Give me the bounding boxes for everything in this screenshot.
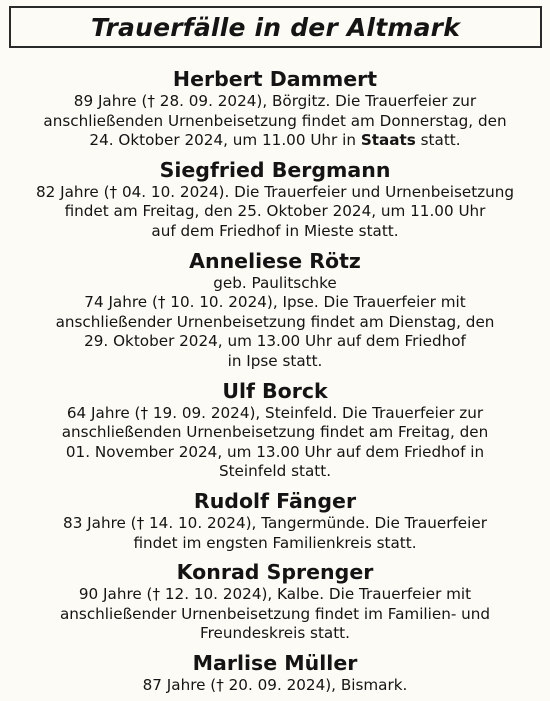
obituary-text-line: 64 Jahre († 19. 09. 2024), Steinfeld. Die Trauerfeier zur — [66, 403, 484, 422]
obituary-text-line: 87 Jahre († 20. 09. 2024), Bismark. — [142, 675, 408, 694]
obituary-text-line: findet im engsten Familienkreis statt. — [133, 533, 417, 552]
obituary-text-line: anschließender Urnenbeisetzung findet im Familien- und — [59, 604, 491, 623]
obituary-entry — [0, 248, 550, 372]
obituary-entry — [0, 157, 550, 242]
obituary-text-line: 29. Oktober 2024, um 13.00 Uhr auf dem Friedhof — [84, 332, 466, 351]
text-segment: 24. Oktober 2024, um 11.00 Uhr in — [89, 131, 361, 150]
obituary-text-line: auf dem Friedhof in Mieste statt. — [151, 221, 399, 240]
deceased-name: Herbert Dammert — [172, 67, 378, 91]
obituary-text-line: 01. November 2024, um 13.00 Uhr auf dem Friedhof in — [65, 442, 485, 461]
title-box — [9, 6, 542, 48]
obituary-text-line: in Ipse statt. — [227, 351, 323, 370]
obituary-entry — [0, 66, 550, 151]
deceased-name: Marlise Müller — [192, 650, 358, 675]
obituary-text-line: 89 Jahre († 28. 09. 2024), Börgitz. Die Trauerfeier zur — [73, 92, 477, 110]
deceased-name: Anneliese Rötz — [189, 248, 361, 273]
obituary-text-line: anschließenden Urnenbeisetzung findet am Donnerstag, den — [43, 111, 507, 130]
obituary-list — [0, 66, 550, 701]
obituary-entry — [0, 559, 550, 644]
obituary-text-line: findet am Freitag, den 25. Oktober 2024, um 11.00 Uhr — [64, 202, 486, 221]
place-emphasis: Staats — [360, 131, 416, 150]
deceased-name: Ulf Borck — [222, 378, 328, 403]
obituary-text-line — [0, 131, 550, 151]
obituary-text-line: anschließender Urnenbeisetzung findet am Dienstag, den — [55, 312, 495, 331]
obituary-entry — [0, 488, 550, 553]
obituary-text-line: 82 Jahre († 04. 10. 2024). Die Trauerfeier und Urnenbeisetzung — [35, 182, 515, 201]
obituary-text-line: anschließenden Urnenbeisetzung findet am Freitag, den — [61, 423, 489, 442]
obituary-text-line: 74 Jahre († 10. 10. 2024), Ipse. Die Trauerfeier mit — [84, 293, 466, 312]
deceased-name: Rudolf Fänger — [193, 488, 357, 513]
deceased-name: Konrad Sprenger — [176, 560, 374, 585]
obituary-text-line: 83 Jahre († 14. 10. 2024), Tangermünde. Die Trauerfeier — [63, 513, 487, 532]
obituary-text-line: 90 Jahre († 12. 10. 2024), Kalbe. Die Trauerfeier mit — [78, 585, 472, 604]
deceased-name: Siegfried Bergmann — [159, 157, 391, 182]
obituary-text-line: Steinfeld statt. — [218, 462, 332, 481]
maiden-name: geb. Paulitschke — [213, 273, 337, 292]
text-segment: statt. — [415, 131, 461, 150]
obituary-text-line: Freundeskreis statt. — [200, 624, 350, 643]
obituary-entry — [0, 378, 550, 482]
page-title: Trauerfälle in der Altmark — [90, 12, 461, 42]
